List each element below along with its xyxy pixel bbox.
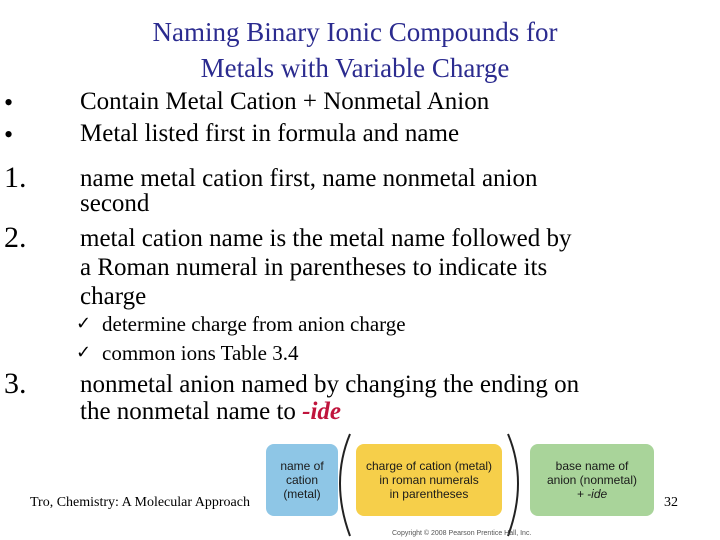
box-text: in roman numerals: [379, 473, 479, 487]
title-line-2: Metals with Variable Charge: [200, 53, 510, 83]
checklist-item: [76, 340, 299, 366]
box-text: cation: [285, 473, 318, 487]
box-text: (metal): [283, 487, 321, 501]
bullet-text: Metal listed first in formula and name: [80, 120, 460, 147]
ide-suffix: -ide: [302, 398, 342, 425]
box-text: anion (nonmetal): [546, 473, 638, 487]
title-line-1: Naming Binary Ionic Compounds for: [152, 17, 558, 47]
box-text: charge of cation (metal): [365, 459, 493, 473]
box-text: + -ide: [576, 487, 608, 501]
cation-name-box: [266, 444, 338, 516]
box-text: base name of: [555, 459, 629, 473]
checkmark-icon: ✓: [76, 313, 92, 334]
checklist-text: determine charge from anion charge: [102, 312, 406, 336]
step-line-text: the nonmetal name to: [80, 398, 303, 425]
bullet-marker: •: [4, 88, 14, 117]
step-line: charge: [80, 283, 147, 310]
slide-title: [80, 14, 630, 86]
step-line: name metal cation first, name nonmetal anion: [80, 165, 538, 192]
checkmark-icon: ✓: [76, 342, 92, 363]
step-line: a Roman numeral in parentheses to indicate its: [80, 254, 548, 281]
checklist-text: common ions Table 3.4: [102, 341, 299, 365]
bullet-marker: •: [4, 120, 14, 149]
anion-base-name-box: [530, 444, 654, 516]
roman-numeral-charge-box: [356, 444, 502, 516]
page-number: 32: [664, 495, 678, 510]
bullet-text: Contain Metal Cation + Nonmetal Anion: [80, 88, 490, 115]
footer-source: Tro, Chemistry: A Molecular Approach: [30, 495, 250, 510]
checklist-item: [76, 311, 406, 337]
step-number: 3.: [4, 367, 27, 400]
left-parenthesis: [340, 434, 350, 536]
right-parenthesis: [508, 434, 518, 536]
step-line: nonmetal anion named by changing the ending on: [80, 371, 580, 398]
step-number: 1.: [4, 161, 27, 194]
box-text: name of: [280, 459, 324, 473]
step-number: 2.: [4, 221, 27, 254]
step-line: [80, 397, 640, 426]
copyright-notice: Copyright © 2008 Pearson Prentice Hall, Inc.: [392, 530, 532, 537]
box-text: in parentheses: [389, 487, 469, 501]
step-line: metal cation name is the metal name followed by: [80, 225, 572, 252]
step-line: second: [80, 190, 150, 217]
naming-formula-diagram: [262, 432, 662, 540]
